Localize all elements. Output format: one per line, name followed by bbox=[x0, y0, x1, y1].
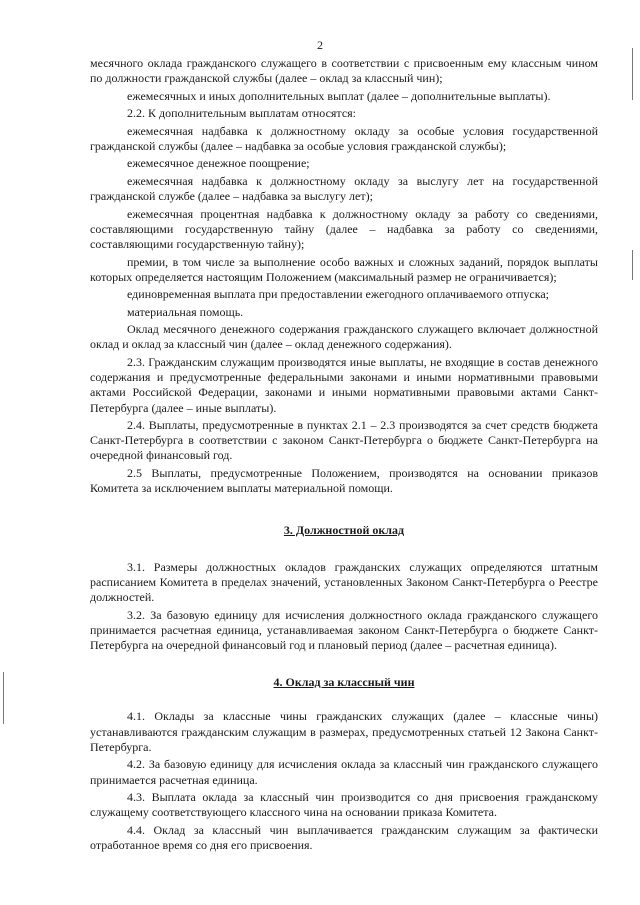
page-number: 2 bbox=[317, 38, 323, 52]
paragraph: 2.2. К дополнительным выплатам относятся: bbox=[127, 106, 357, 121]
paragraph: месячного оклада гражданского служащего в соответствии с присвоенным ему классным чином по должности гражданской службы (далее – оклад за классный чин); bbox=[90, 56, 598, 86]
section-heading: 3. Должностной оклад bbox=[283, 522, 405, 537]
paragraph: премии, в том числе за выполнение особо важных и сложных заданий, порядок выплаты которых определяется настоящим Положением (максимальный размер не ограничивается); bbox=[90, 254, 598, 284]
paragraph: материальная помощь. bbox=[127, 304, 244, 319]
paragraph: 2.4. Выплаты, предусмотренные в пунктах 2.1 – 2.3 производятся за счет средств бюджета Санкт-Петербурга в соответствии с законом Санкт-Петербурга о бюджете Санкт-Петербурга на очередной финансовый год. bbox=[90, 418, 598, 463]
paragraph: 4.1. Оклады за классные чины гражданских служащих (далее – классные чины) устанавливаются гражданским служащим в размерах, предусмотренных статьей 12 Закона Санкт-Петербурга. bbox=[90, 709, 598, 754]
paragraph: Оклад месячного денежного содержания гражданского служащего включает должностной оклад и оклад за классный чин (далее – оклад денежного содержания). bbox=[90, 322, 598, 352]
paragraph: 3.1. Размеры должностных окладов гражданских служащих определяются штатным расписанием Комитета в пределах значений, установленных Законом Санкт-Петербурга о Реестре должностей. bbox=[90, 559, 598, 605]
scan-edge-mark bbox=[632, 250, 633, 280]
paragraph: 4.2. За базовую единицу для исчисления оклада за классный чин гражданского служащего принимается расчетная единица. bbox=[90, 757, 598, 787]
paragraph: 3.2. За базовую единицу для исчисления должностного оклада гражданского служащего принимается расчетная единица, устанавливаемая законом Санкт-Петербурга о бюджете Санкт-Петербурга на очередной финансовый год и плановый период (далее – расчетная единица). bbox=[90, 607, 598, 652]
paragraph: ежемесячное денежное поощрение; bbox=[127, 156, 310, 171]
paragraph: 2.5 Выплаты, предусмотренные Положением, производятся на основании приказов Комитета за исключением выплаты материальной помощи. bbox=[90, 465, 598, 496]
paragraph: 4.4. Оклад за классный чин выплачивается гражданским служащим за фактически отработанное время со дня его присвоения. bbox=[90, 822, 598, 852]
paragraph: ежемесячная процентная надбавка к должностному окладу за работу со сведениями, составляющими государственную тайну (далее – надбавка за работу со сведениями, составляющими государственную тайну); bbox=[90, 206, 598, 252]
paragraph: 2.3. Гражданским служащим производятся иные выплаты, не входящие в состав денежного содержания и предусмотренные федеральными законами и иными нормативными правовыми актами Российской Федерации, законами и иными нормативными правовыми актами Санкт-Петербурга (далее – иные выплаты). bbox=[90, 354, 598, 415]
paragraph: ежемесячных и иных дополнительных выплат (далее – дополнительные выплаты). bbox=[127, 88, 551, 103]
paragraph: ежемесячная надбавка к должностному окладу за выслугу лет на государственной гражданской службе (далее – надбавка за выслугу лет); bbox=[90, 173, 598, 204]
document-body bbox=[90, 56, 598, 855]
paragraph: единовременная выплата при предоставлении ежегодного оплачиваемого отпуска; bbox=[127, 287, 550, 302]
paragraph: 4.3. Выплата оклада за классный чин производится со дня присвоения гражданскому служащему соответствующего классного чина на основании приказа Комитета. bbox=[90, 790, 598, 820]
scan-edge-mark bbox=[632, 48, 633, 100]
scan-edge-mark bbox=[3, 672, 4, 724]
paragraph: ежемесячная надбавка к должностному окладу за особые условия государственной гражданской службы (далее – надбавка за особые условия гражданской службы); bbox=[90, 123, 598, 153]
section-heading: 4. Оклад за классный чин bbox=[273, 675, 415, 690]
